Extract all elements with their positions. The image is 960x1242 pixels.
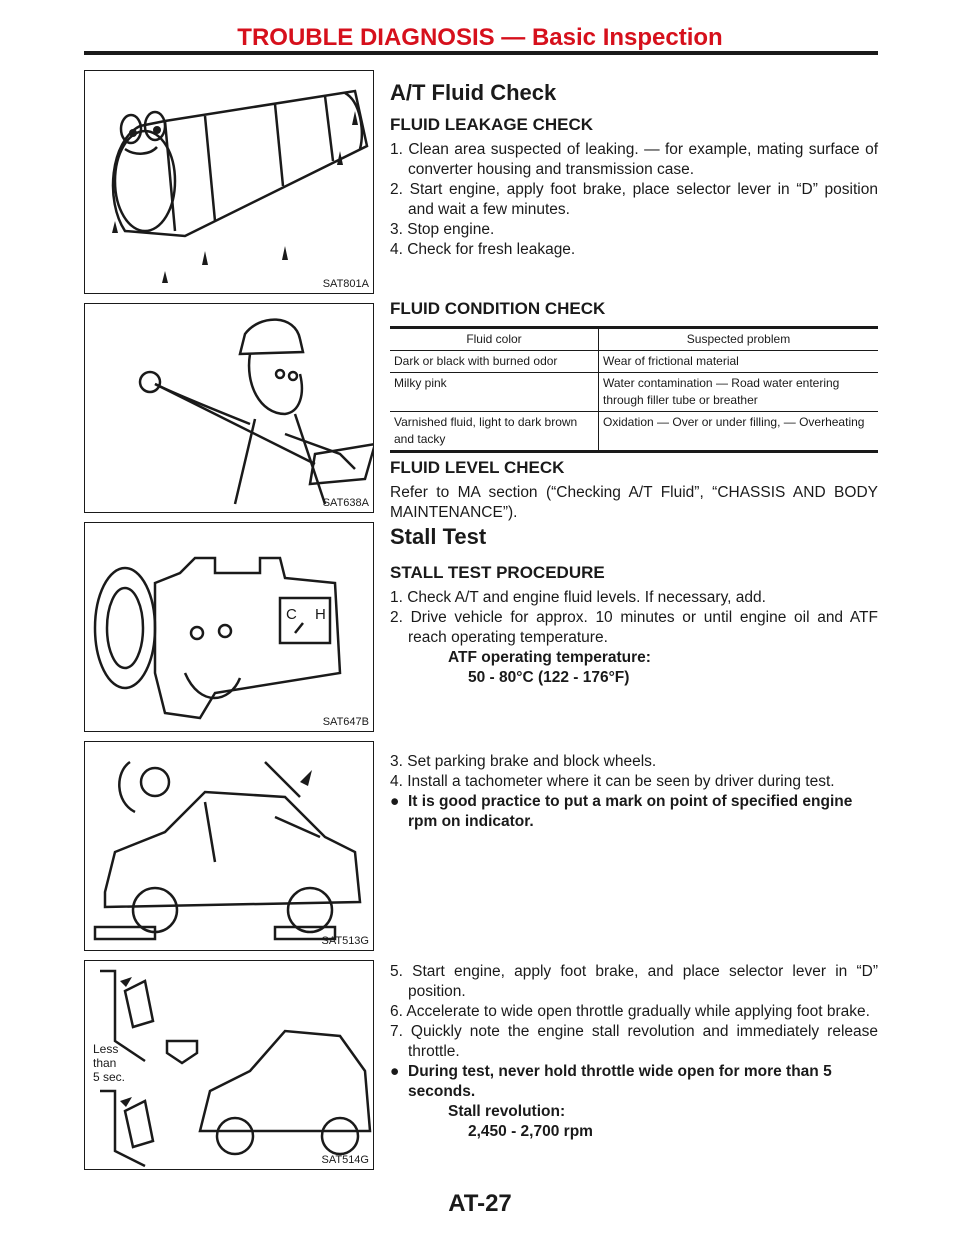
stall-test-part-c: [390, 962, 878, 1142]
table-cell: Water contamination — Road water entering through filler tube or breather: [599, 373, 879, 412]
mechanic-illustration: [85, 304, 374, 513]
bullet-icon: ●: [390, 793, 400, 810]
stall-rev-value: 2,450 - 2,700 rpm: [468, 1123, 593, 1140]
bullet-warning: [390, 1062, 878, 1102]
leakage-step: 1. Clean area suspected of leaking. — for example, mating surface of converter housing and transmission case.: [390, 141, 878, 178]
table-header-row: [390, 328, 878, 351]
section-title-fluid-check: A/T Fluid Check: [390, 80, 557, 105]
header-title: TROUBLE DIAGNOSIS — Basic Inspection: [237, 24, 723, 51]
stall-rev-label: Stall revolution:: [448, 1103, 566, 1120]
table-cell: Wear of frictional material: [599, 351, 879, 373]
transmission-illustration: [85, 71, 374, 294]
leakage-step: 4. Check for fresh leakage.: [390, 241, 576, 258]
atf-temp-label: ATF operating temperature:: [448, 649, 651, 666]
subsection-title-procedure: STALL TEST PROCEDURE: [390, 563, 605, 582]
fluid-check-section: [390, 80, 878, 260]
stall-test-section: [390, 524, 878, 688]
stall-steps-c: [390, 962, 878, 1062]
stall-steps-a: [390, 588, 878, 648]
stall-steps-b: [390, 752, 878, 792]
figure-code: SAT514G: [321, 1154, 369, 1166]
engine-temperature-illustration: [85, 523, 374, 732]
figure-stall-throttle: [84, 960, 374, 1170]
subsection-title-level: FLUID LEVEL CHECK: [390, 458, 565, 477]
table-cell: Milky pink: [390, 373, 599, 412]
figure-tachometer: [84, 741, 374, 951]
stall-test-part-b: [390, 752, 878, 832]
bullet-text: It is good practice to put a mark on point of specified engine rpm on indicator.: [408, 793, 853, 830]
gauge-label-c: C: [286, 606, 297, 623]
stall-step: 7. Quickly note the engine stall revolution and immediately release throttle.: [390, 1023, 878, 1060]
stall-step: 4. Install a tachometer where it can be seen by driver during test.: [390, 773, 835, 790]
caption-line-3: 5 sec.: [93, 1070, 126, 1084]
section-title-stall-test: Stall Test: [390, 524, 487, 549]
fluid-condition-table: [390, 326, 878, 453]
table-cell: Dark or black with burned odor: [390, 351, 599, 373]
table-cell: Varnished fluid, light to dark brown and tacky: [390, 412, 599, 452]
caption-line-1: Less: [93, 1042, 119, 1056]
bullet-note: [390, 792, 878, 832]
header-rule: [84, 51, 878, 55]
table-row: [390, 412, 878, 452]
atf-temp-value: 50 - 80°C (122 - 176°F): [468, 669, 630, 686]
condition-check-section: [390, 298, 878, 523]
figure-code: SAT801A: [322, 278, 369, 290]
subsection-title-condition: FLUID CONDITION CHECK: [390, 299, 606, 318]
gauge-label-h: H: [315, 606, 326, 623]
table-row: [390, 373, 878, 412]
bullet-icon: ●: [390, 1063, 400, 1080]
caption-line-2: than: [93, 1056, 117, 1070]
figure-dipstick-check: [84, 303, 374, 513]
car-tachometer-illustration: [85, 742, 374, 951]
leakage-step: 2. Start engine, apply foot brake, place selector lever in “D” position and wait a few minutes.: [390, 181, 878, 218]
page-number: AT-27: [448, 1190, 512, 1217]
subsection-title-leakage: FLUID LEAKAGE CHECK: [390, 115, 594, 134]
table-row: [390, 351, 878, 373]
table-header: Fluid color: [390, 328, 599, 351]
leakage-steps: [390, 140, 878, 260]
figure-code: SAT647B: [322, 716, 369, 728]
table-cell: Oxidation — Over or under filling, — Overheating: [599, 412, 879, 452]
figure-code: SAT638A: [322, 497, 369, 509]
stall-throttle-illustration: [85, 961, 374, 1170]
stall-step: 3. Set parking brake and block wheels.: [390, 753, 657, 770]
bullet-text: During test, never hold throttle wide open for more than 5 seconds.: [408, 1063, 832, 1100]
figure-code: SAT513G: [321, 935, 369, 947]
stall-step: 5. Start engine, apply foot brake, and place selector lever in “D” position.: [390, 963, 878, 1000]
level-check-text: Refer to MA section (“Checking A/T Fluid”, “CHASSIS AND BODY MAINTENANCE”).: [390, 484, 878, 521]
figure-temperature: [84, 522, 374, 732]
stall-step: 6. Accelerate to wide open throttle gradually while applying foot brake.: [390, 1003, 870, 1020]
figure-transmission-leak: [84, 70, 374, 294]
stall-step: 1. Check A/T and engine fluid levels. If necessary, add.: [390, 589, 766, 606]
leakage-step: 3. Stop engine.: [390, 221, 495, 238]
stall-step: 2. Drive vehicle for approx. 10 minutes or until engine oil and ATF reach operating temperature.: [390, 609, 878, 646]
table-header: Suspected problem: [599, 328, 879, 351]
